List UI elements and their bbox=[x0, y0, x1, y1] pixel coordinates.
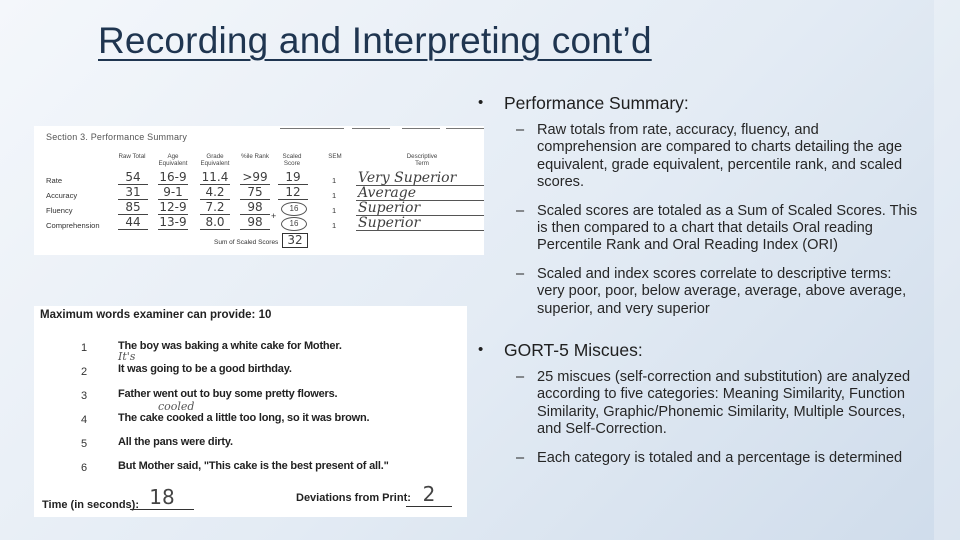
line-number: 1 bbox=[81, 342, 88, 354]
bullet-list bbox=[478, 92, 918, 478]
performance-summary-form-image bbox=[34, 126, 484, 255]
passage-line: The cake cooked a little too long, so it was brown. bbox=[118, 412, 370, 424]
row-label: Fluency bbox=[46, 206, 73, 215]
sub-bullet-item bbox=[516, 369, 918, 439]
line-number: 3 bbox=[81, 390, 88, 402]
descriptive-term-cell: Superior bbox=[356, 216, 484, 231]
percentile-rank-cell: 98 bbox=[240, 215, 270, 230]
bullet-item bbox=[478, 339, 918, 361]
age-equivalent-cell: 13-9 bbox=[159, 215, 187, 229]
column-header: Age Equivalent bbox=[158, 153, 188, 167]
descriptive-term-cell: Superior bbox=[356, 201, 484, 216]
sub-bullet-text: Scaled scores are totaled as a Sum of Scaled Scores. This is then compared to a chart that details Oral reading Percentile Rank and Oral Reading Index (ORI) bbox=[537, 202, 918, 254]
row-label: Comprehension bbox=[46, 221, 100, 230]
sub-bullet-text: Scaled and index scores correlate to descriptive terms: very poor, poor, below average, average, above average, superior, and very superior bbox=[537, 265, 907, 317]
column-header: Grade Equivalent bbox=[200, 153, 230, 167]
percentile-rank-cell: 75 bbox=[240, 185, 270, 200]
sem-cell: 1 bbox=[332, 221, 337, 230]
age-equivalent-cell: 12-9 bbox=[159, 200, 187, 214]
raw-total-cell: 54 bbox=[118, 170, 148, 185]
dash-icon: – bbox=[516, 449, 525, 466]
grade-equivalent-cell: 11.4 bbox=[201, 170, 229, 184]
line-number: 5 bbox=[81, 438, 88, 450]
sem-cell: 1 bbox=[332, 176, 337, 185]
slide-title: Recording and Interpreting cont’d bbox=[98, 20, 652, 61]
age-equivalent-cell: 16-9 bbox=[159, 170, 187, 184]
reading-passage-form-image bbox=[34, 306, 467, 517]
deviations-value: 2 bbox=[406, 482, 452, 507]
bullet-text: GORT-5 Miscues: bbox=[504, 340, 643, 361]
scaled-score-cell: 16 bbox=[281, 202, 307, 216]
row-label: Rate bbox=[46, 176, 63, 185]
divider bbox=[304, 128, 344, 129]
dash-icon: – bbox=[516, 369, 525, 386]
form-section-title: Section 3. Performance Summary bbox=[46, 132, 188, 142]
divider bbox=[352, 128, 390, 129]
bullet-item bbox=[478, 92, 918, 114]
deviations-label: Deviations from Print: bbox=[296, 492, 411, 504]
column-header: SEM bbox=[328, 153, 342, 160]
line-number: 2 bbox=[81, 366, 88, 378]
scaled-score-cell: 19 bbox=[278, 170, 308, 185]
passage-line: The boy was baking a white cake for Mother. bbox=[118, 340, 342, 352]
descriptive-term-cell: Very Superior bbox=[356, 171, 484, 186]
time-value: 18 bbox=[130, 485, 194, 510]
sum-scaled-scores-label: Sum of Scaled Scores bbox=[214, 239, 279, 246]
line-number: 4 bbox=[81, 414, 88, 426]
sub-bullet-item bbox=[516, 450, 918, 467]
time-label: Time (in seconds): bbox=[42, 499, 139, 511]
dash-icon: – bbox=[516, 202, 525, 219]
divider bbox=[280, 128, 304, 129]
background-band bbox=[934, 0, 960, 540]
passage-line: It was going to be a good birthday. bbox=[118, 363, 292, 375]
column-header: %ile Rank bbox=[241, 153, 269, 160]
sub-bullet-item bbox=[516, 203, 918, 255]
divider bbox=[402, 128, 440, 129]
line-number: 6 bbox=[81, 462, 88, 474]
max-words-label: Maximum words examiner can provide: 10 bbox=[40, 309, 272, 321]
handwritten-annotation: cooled bbox=[158, 400, 195, 413]
sem-cell: 1 bbox=[332, 191, 337, 200]
column-header: Descriptive Term bbox=[406, 153, 438, 167]
sub-bullet-list bbox=[478, 369, 918, 467]
sub-bullet-list bbox=[478, 122, 918, 318]
row-label: Accuracy bbox=[46, 191, 78, 200]
raw-total-cell: 44 bbox=[118, 215, 148, 230]
column-header: Scaled Score bbox=[282, 153, 302, 167]
raw-total-cell: 85 bbox=[118, 200, 148, 215]
dash-icon: – bbox=[516, 265, 525, 282]
column-header: Raw Total bbox=[118, 153, 146, 160]
descriptive-term-cell: Average bbox=[356, 186, 484, 201]
sum-scaled-scores-value: 32 bbox=[282, 233, 308, 248]
sub-bullet-text: 25 miscues (self-correction and substitution) are analyzed according to five categories: Meaning Similarity, Function Similarity, Graphic/Phonemic Similarity, Multiple Sources, and Self-Correction. bbox=[537, 369, 911, 438]
percentile-rank-cell: >99 bbox=[240, 170, 270, 185]
grade-equivalent-cell: 7.2 bbox=[200, 200, 230, 215]
bullet-text: Performance Summary: bbox=[504, 93, 689, 113]
sub-bullet-text: Each category is totaled and a percentage is determined bbox=[537, 449, 903, 466]
sub-bullet-item bbox=[516, 122, 918, 192]
scaled-score-cell: 12 bbox=[278, 185, 308, 200]
grade-equivalent-cell: 8.0 bbox=[200, 215, 230, 230]
raw-total-cell: 31 bbox=[118, 185, 148, 200]
passage-line: Father went out to buy some pretty flowers. bbox=[118, 388, 338, 400]
sub-bullet-item bbox=[516, 266, 918, 318]
plus-icon: + bbox=[271, 211, 277, 221]
scaled-score-cell: 16 bbox=[281, 217, 307, 231]
handwritten-annotation: It's bbox=[118, 350, 136, 363]
dash-icon: – bbox=[516, 122, 525, 138]
bullet-icon: • bbox=[478, 341, 484, 359]
grade-equivalent-cell: 4.2 bbox=[200, 185, 230, 200]
sub-bullet-text: Raw totals from rate, accuracy, fluency, and comprehension are compared to charts detailing the age equivalent, grade equivalent, percentile rank, and scaled scores. bbox=[537, 122, 903, 191]
bullet-icon: • bbox=[478, 94, 484, 111]
percentile-rank-cell: 98 bbox=[240, 200, 270, 215]
passage-line: All the pans were dirty. bbox=[118, 436, 233, 448]
sem-cell: 1 bbox=[332, 206, 337, 215]
age-equivalent-cell: 9-1 bbox=[158, 185, 188, 200]
passage-line: But Mother said, "This cake is the best present of all." bbox=[118, 460, 389, 472]
